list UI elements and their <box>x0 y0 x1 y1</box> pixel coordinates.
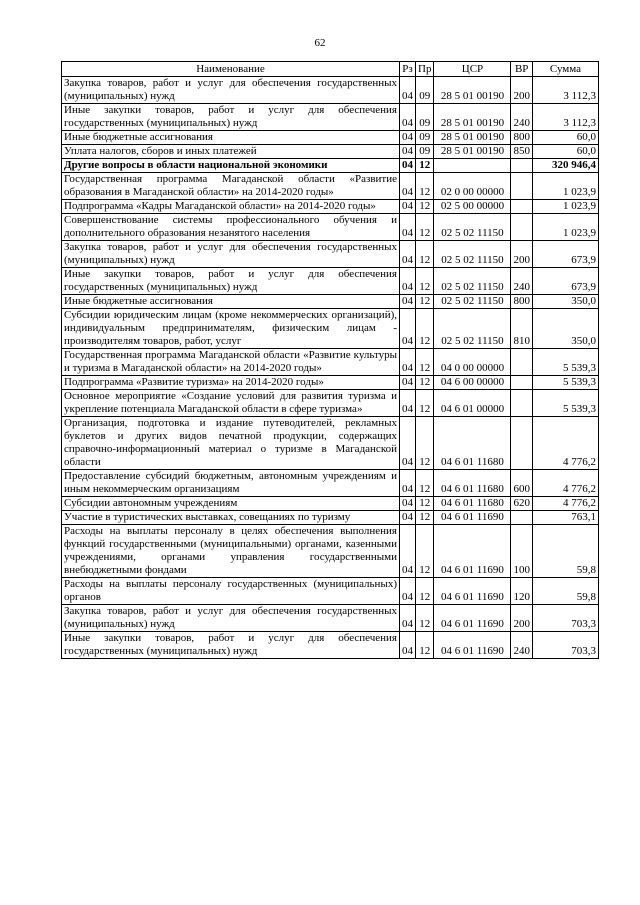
row-vr <box>511 349 533 376</box>
row-pr: 12 <box>416 417 434 470</box>
row-vr: 120 <box>511 578 533 605</box>
row-name: Закупка товаров, работ и услуг для обеспечения государственных (муниципальных) нужд <box>62 77 400 104</box>
row-vr <box>511 159 533 173</box>
row-pr: 12 <box>416 605 434 632</box>
row-vr: 810 <box>511 309 533 349</box>
table-row <box>62 497 599 511</box>
table-row <box>62 104 599 131</box>
row-name: Закупка товаров, работ и услуг для обеспечения государственных (муниципальных) нужд <box>62 241 400 268</box>
row-pr: 12 <box>416 376 434 390</box>
row-name: Государственная программа Магаданской области «Развитие образования в Магаданской области» на 2014-2020 годы» <box>62 173 400 200</box>
row-sum: 59,8 <box>532 578 598 605</box>
row-sum: 350,0 <box>532 309 598 349</box>
row-rz: 04 <box>400 525 416 578</box>
row-vr <box>511 511 533 525</box>
table-row <box>62 159 599 173</box>
row-rz: 04 <box>400 145 416 159</box>
row-csr: 04 0 00 00000 <box>434 349 511 376</box>
row-vr: 800 <box>511 295 533 309</box>
row-sum: 59,8 <box>532 525 598 578</box>
row-sum: 5 539,3 <box>532 349 598 376</box>
row-vr: 620 <box>511 497 533 511</box>
header-csr: ЦСР <box>434 62 511 77</box>
row-vr <box>511 417 533 470</box>
table-body <box>62 77 599 659</box>
row-name: Подпрограмма «Развитие туризма» на 2014-2020 годы» <box>62 376 400 390</box>
table-row <box>62 131 599 145</box>
table-row <box>62 268 599 295</box>
row-rz: 04 <box>400 159 416 173</box>
table-row <box>62 214 599 241</box>
row-rz: 04 <box>400 104 416 131</box>
table-row <box>62 605 599 632</box>
row-vr: 200 <box>511 241 533 268</box>
row-vr: 240 <box>511 268 533 295</box>
row-rz: 04 <box>400 417 416 470</box>
row-csr: 04 6 01 11680 <box>434 417 511 470</box>
row-csr: 28 5 01 00190 <box>434 131 511 145</box>
row-sum: 703,3 <box>532 605 598 632</box>
row-csr: 28 5 01 00190 <box>434 77 511 104</box>
row-name: Уплата налогов, сборов и иных платежей <box>62 145 400 159</box>
row-rz: 04 <box>400 77 416 104</box>
row-pr: 09 <box>416 104 434 131</box>
budget-table <box>61 61 599 659</box>
table-row <box>62 578 599 605</box>
header-name: Наименование <box>62 62 400 77</box>
header-rz: Рз <box>400 62 416 77</box>
table-row <box>62 470 599 497</box>
row-pr: 12 <box>416 390 434 417</box>
row-sum: 60,0 <box>532 131 598 145</box>
row-name: Другие вопросы в области национальной экономики <box>62 159 400 173</box>
row-name: Подпрограмма «Кадры Магаданской области» на 2014-2020 годы» <box>62 200 400 214</box>
row-vr <box>511 173 533 200</box>
row-sum: 1 023,9 <box>532 214 598 241</box>
row-pr: 12 <box>416 295 434 309</box>
row-csr: 28 5 01 00190 <box>434 104 511 131</box>
row-rz: 04 <box>400 268 416 295</box>
row-rz: 04 <box>400 309 416 349</box>
header-sum: Сумма <box>532 62 598 77</box>
row-rz: 04 <box>400 497 416 511</box>
row-pr: 09 <box>416 131 434 145</box>
row-csr: 04 6 01 00000 <box>434 390 511 417</box>
row-rz: 04 <box>400 376 416 390</box>
row-name: Закупка товаров, работ и услуг для обеспечения государственных (муниципальных) нужд <box>62 605 400 632</box>
row-vr <box>511 214 533 241</box>
row-pr: 12 <box>416 349 434 376</box>
row-pr: 12 <box>416 200 434 214</box>
row-csr <box>434 159 511 173</box>
table-row <box>62 390 599 417</box>
row-name: Иные бюджетные ассигнования <box>62 295 400 309</box>
header-row <box>62 62 599 77</box>
row-csr: 02 5 02 11150 <box>434 241 511 268</box>
row-vr: 600 <box>511 470 533 497</box>
row-csr: 04 6 01 11690 <box>434 632 511 659</box>
row-csr: 02 5 02 11150 <box>434 309 511 349</box>
row-pr: 12 <box>416 214 434 241</box>
row-csr: 28 5 01 00190 <box>434 145 511 159</box>
row-sum: 350,0 <box>532 295 598 309</box>
row-vr <box>511 376 533 390</box>
row-csr: 02 0 00 00000 <box>434 173 511 200</box>
row-pr: 12 <box>416 159 434 173</box>
row-rz: 04 <box>400 241 416 268</box>
row-csr: 04 6 00 00000 <box>434 376 511 390</box>
row-name: Субсидии автономным учреждениям <box>62 497 400 511</box>
row-name: Иные закупки товаров, работ и услуг для обеспечения государственных (муниципальных) нужд <box>62 268 400 295</box>
header-pr: Пр <box>416 62 434 77</box>
row-rz: 04 <box>400 349 416 376</box>
row-vr <box>511 200 533 214</box>
table-row <box>62 241 599 268</box>
row-pr: 12 <box>416 470 434 497</box>
row-csr: 02 5 00 00000 <box>434 200 511 214</box>
row-name: Иные закупки товаров, работ и услуг для обеспечения государственных (муниципальных) нужд <box>62 632 400 659</box>
table-row <box>62 309 599 349</box>
row-csr: 02 5 02 11150 <box>434 214 511 241</box>
row-rz: 04 <box>400 173 416 200</box>
row-sum: 1 023,9 <box>532 200 598 214</box>
row-csr: 04 6 01 11680 <box>434 497 511 511</box>
row-name: Участие в туристических выставках, совещаниях по туризму <box>62 511 400 525</box>
row-name: Иные бюджетные ассигнования <box>62 131 400 145</box>
table-row <box>62 200 599 214</box>
row-sum: 1 023,9 <box>532 173 598 200</box>
row-name: Государственная программа Магаданской области «Развитие культуры и туризма в Магаданской области» на 2014-2020 годы» <box>62 349 400 376</box>
row-vr: 850 <box>511 145 533 159</box>
table-row <box>62 145 599 159</box>
row-pr: 12 <box>416 525 434 578</box>
row-pr: 09 <box>416 77 434 104</box>
row-pr: 12 <box>416 268 434 295</box>
row-sum: 3 112,3 <box>532 77 598 104</box>
row-sum: 703,3 <box>532 632 598 659</box>
row-sum: 4 776,2 <box>532 470 598 497</box>
row-vr: 100 <box>511 525 533 578</box>
row-csr: 04 6 01 11690 <box>434 605 511 632</box>
row-pr: 12 <box>416 309 434 349</box>
row-rz: 04 <box>400 605 416 632</box>
row-rz: 04 <box>400 214 416 241</box>
table-row <box>62 376 599 390</box>
row-rz: 04 <box>400 295 416 309</box>
header-vr: ВР <box>511 62 533 77</box>
row-rz: 04 <box>400 578 416 605</box>
row-sum: 320 946,4 <box>532 159 598 173</box>
row-csr: 04 6 01 11690 <box>434 525 511 578</box>
row-sum: 3 112,3 <box>532 104 598 131</box>
table-row <box>62 632 599 659</box>
row-sum: 4 776,2 <box>532 497 598 511</box>
row-pr: 12 <box>416 497 434 511</box>
row-sum: 5 539,3 <box>532 390 598 417</box>
row-name: Расходы на выплаты персоналу государственных (муниципальных) органов <box>62 578 400 605</box>
row-name: Иные закупки товаров, работ и услуг для обеспечения государственных (муниципальных) нужд <box>62 104 400 131</box>
row-rz: 04 <box>400 511 416 525</box>
row-rz: 04 <box>400 131 416 145</box>
table-row <box>62 349 599 376</box>
row-sum: 5 539,3 <box>532 376 598 390</box>
row-pr: 12 <box>416 241 434 268</box>
row-sum: 673,9 <box>532 268 598 295</box>
row-rz: 04 <box>400 390 416 417</box>
row-rz: 04 <box>400 632 416 659</box>
row-csr: 04 6 01 11690 <box>434 578 511 605</box>
table-row <box>62 295 599 309</box>
table-row <box>62 511 599 525</box>
row-rz: 04 <box>400 470 416 497</box>
row-csr: 04 6 01 11690 <box>434 511 511 525</box>
page-number: 62 <box>314 37 326 49</box>
row-vr: 200 <box>511 605 533 632</box>
row-sum: 4 776,2 <box>532 417 598 470</box>
row-pr: 12 <box>416 632 434 659</box>
row-sum: 60,0 <box>532 145 598 159</box>
row-vr: 800 <box>511 131 533 145</box>
row-name: Расходы на выплаты персоналу в целях обеспечения выполнения функций государственными (муниципальными) органами, казенными учреждениями, органами управления государственными внебюджетными фондами <box>62 525 400 578</box>
table-row <box>62 525 599 578</box>
table-row <box>62 77 599 104</box>
row-name: Совершенствование системы профессионального обучения и дополнительного образования незанятого населения <box>62 214 400 241</box>
row-rz: 04 <box>400 200 416 214</box>
row-csr: 02 5 02 11150 <box>434 295 511 309</box>
row-name: Субсидии юридическим лицам (кроме некоммерческих организаций), индивидуальным предпринимателям, физическим лицам - производителям товаров, работ, услуг <box>62 309 400 349</box>
row-pr: 12 <box>416 173 434 200</box>
row-name: Основное мероприятие «Создание условий для развития туризма и укрепление потенциала Магаданской области в сфере туризма» <box>62 390 400 417</box>
row-pr: 12 <box>416 578 434 605</box>
row-sum: 763,1 <box>532 511 598 525</box>
table-row <box>62 173 599 200</box>
row-vr: 200 <box>511 77 533 104</box>
row-vr: 240 <box>511 104 533 131</box>
row-name: Организация, подготовка и издание путеводителей, рекламных буклетов и других видов печатной продукции, содержащих справочно-информационный материал о туризме в Магаданской области <box>62 417 400 470</box>
row-vr <box>511 390 533 417</box>
row-csr: 04 6 01 11680 <box>434 470 511 497</box>
row-csr: 02 5 02 11150 <box>434 268 511 295</box>
row-vr: 240 <box>511 632 533 659</box>
table-row <box>62 417 599 470</box>
row-pr: 09 <box>416 145 434 159</box>
row-pr: 12 <box>416 511 434 525</box>
row-name: Предоставление субсидий бюджетным, автономным учреждениям и иным некоммерческим организациям <box>62 470 400 497</box>
row-sum: 673,9 <box>532 241 598 268</box>
